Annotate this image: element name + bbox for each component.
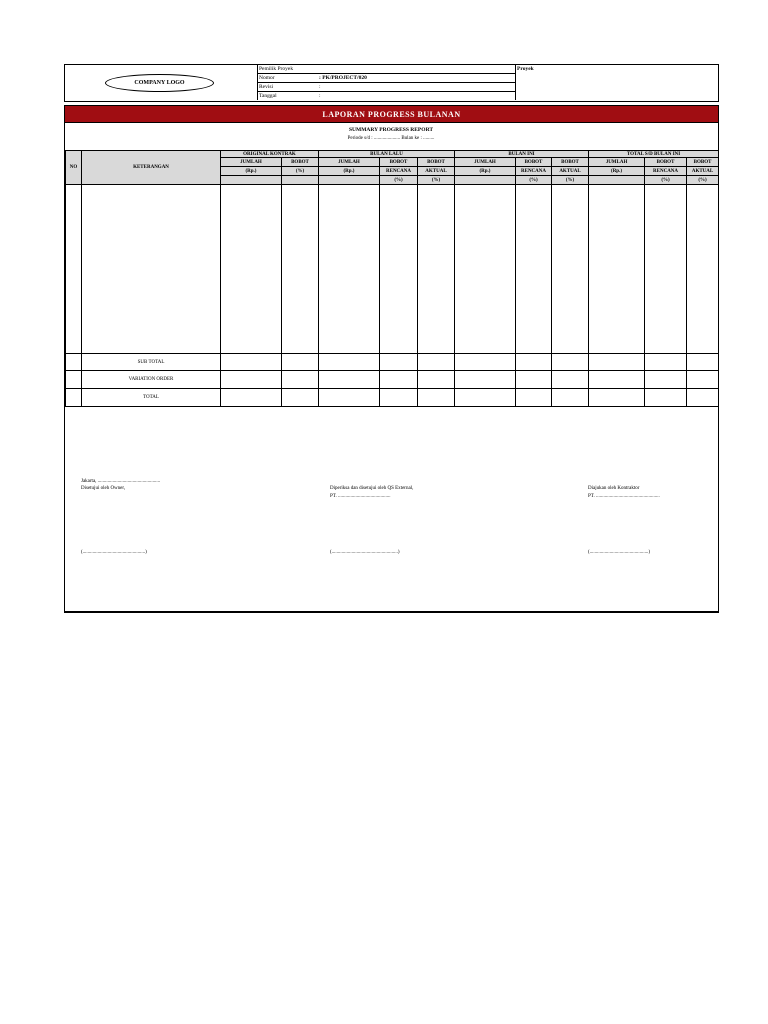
- group-total: TOTAL S/D BULAN INI: [589, 151, 719, 158]
- col-aktual: AKTUAL: [687, 167, 719, 176]
- col-jumlah: JUMLAH: [221, 158, 282, 167]
- col-unit: (%): [516, 176, 552, 185]
- col-keterangan: KETERANGAN: [82, 151, 221, 185]
- col-rencana: RENCANA: [516, 167, 552, 176]
- col-aktual: AKTUAL: [418, 167, 455, 176]
- sig-kontraktor-pt: PT. ...................................................: [588, 494, 660, 499]
- table-row: [66, 389, 719, 407]
- sig-kontraktor: Diajukan oleh Kontraktor: [588, 486, 640, 491]
- col-bobot: BOBOT: [645, 158, 687, 167]
- col-jumlah: JUMLAH: [319, 158, 380, 167]
- meta-block: [257, 65, 516, 100]
- col-bobot: BOBOT: [380, 158, 418, 167]
- table-row-body: [66, 185, 719, 354]
- group-bulan-ini: BULAN INI: [455, 151, 589, 158]
- meta-label: Nomor: [259, 75, 275, 81]
- table-row: [66, 354, 719, 371]
- col-unit: (%): [282, 167, 319, 176]
- col-no: NO: [66, 151, 82, 185]
- col-unit: (%): [645, 176, 687, 185]
- col-aktual: AKTUAL: [552, 167, 589, 176]
- sig-owner: Disetujui oleh Owner,: [81, 486, 126, 491]
- meta-row-pemilik: [257, 65, 515, 74]
- sig-place: Jakarta, ..................................................: [81, 479, 161, 484]
- proyek-label: Proyek: [517, 66, 534, 72]
- summary-title: SUMMARY PROGRESS REPORT: [348, 127, 434, 133]
- sig-qs-pt: PT. ..........................................: [330, 494, 391, 499]
- col-bobot: BOBOT: [282, 158, 319, 167]
- col-unit: (Rp.): [455, 167, 516, 176]
- col-unit: (%): [418, 176, 455, 185]
- col-unit: (Rp.): [319, 167, 380, 176]
- company-logo: COMPANY LOGO: [105, 74, 214, 92]
- meta-row-revisi: [257, 83, 515, 92]
- sig-blank-kontraktor: (...............................................): [588, 550, 651, 555]
- col-bobot: BOBOT: [516, 158, 552, 167]
- col-bobot: BOBOT: [418, 158, 455, 167]
- bottom-border: [64, 611, 719, 613]
- col-unit: (Rp.): [221, 167, 282, 176]
- col-unit: (%): [552, 176, 589, 185]
- col-rencana: RENCANA: [380, 167, 418, 176]
- group-bulan-lalu: BULAN LALU: [319, 151, 455, 158]
- col-jumlah: JUMLAH: [589, 158, 645, 167]
- meta-value: : PK/PROJECT/020: [319, 75, 367, 81]
- col-unit: (Rp.): [589, 167, 645, 176]
- meta-row-tanggal: [257, 92, 515, 100]
- meta-row-nomor: [257, 74, 515, 83]
- meta-value: :: [319, 93, 321, 99]
- col-rencana: RENCANA: [645, 167, 687, 176]
- col-unit: (%): [687, 176, 719, 185]
- summary-period: Periode s/d : ..................... Bulan ke : .........: [347, 136, 435, 141]
- sig-blank-qs: (.....................................................): [330, 550, 400, 555]
- meta-value: :: [319, 84, 321, 90]
- col-bobot: BOBOT: [552, 158, 589, 167]
- progress-table: [65, 150, 719, 407]
- meta-label: Pemilik Proyek: [259, 66, 294, 72]
- group-original-kontrak: ORIGINAL KONTRAK: [221, 151, 319, 158]
- row-total: TOTAL: [82, 389, 221, 407]
- row-sub-total: SUB TOTAL: [82, 354, 221, 371]
- table-row: [66, 371, 719, 389]
- meta-label: Tanggal: [259, 93, 277, 99]
- col-unit: (%): [380, 176, 418, 185]
- logo-cell: [65, 65, 258, 100]
- report-title: LAPORAN PROGRESS BULANAN: [64, 105, 719, 123]
- meta-label: Revisi: [259, 84, 274, 90]
- header-block: [64, 64, 719, 102]
- sig-qs: Diperiksa dan disetujui oleh QS External,: [330, 486, 414, 491]
- col-bobot: BOBOT: [687, 158, 719, 167]
- row-variation-order: VARIATION ORDER: [82, 371, 221, 389]
- sig-blank-owner: (..................................................): [81, 550, 147, 555]
- main-frame: [64, 123, 719, 613]
- col-jumlah: JUMLAH: [455, 158, 516, 167]
